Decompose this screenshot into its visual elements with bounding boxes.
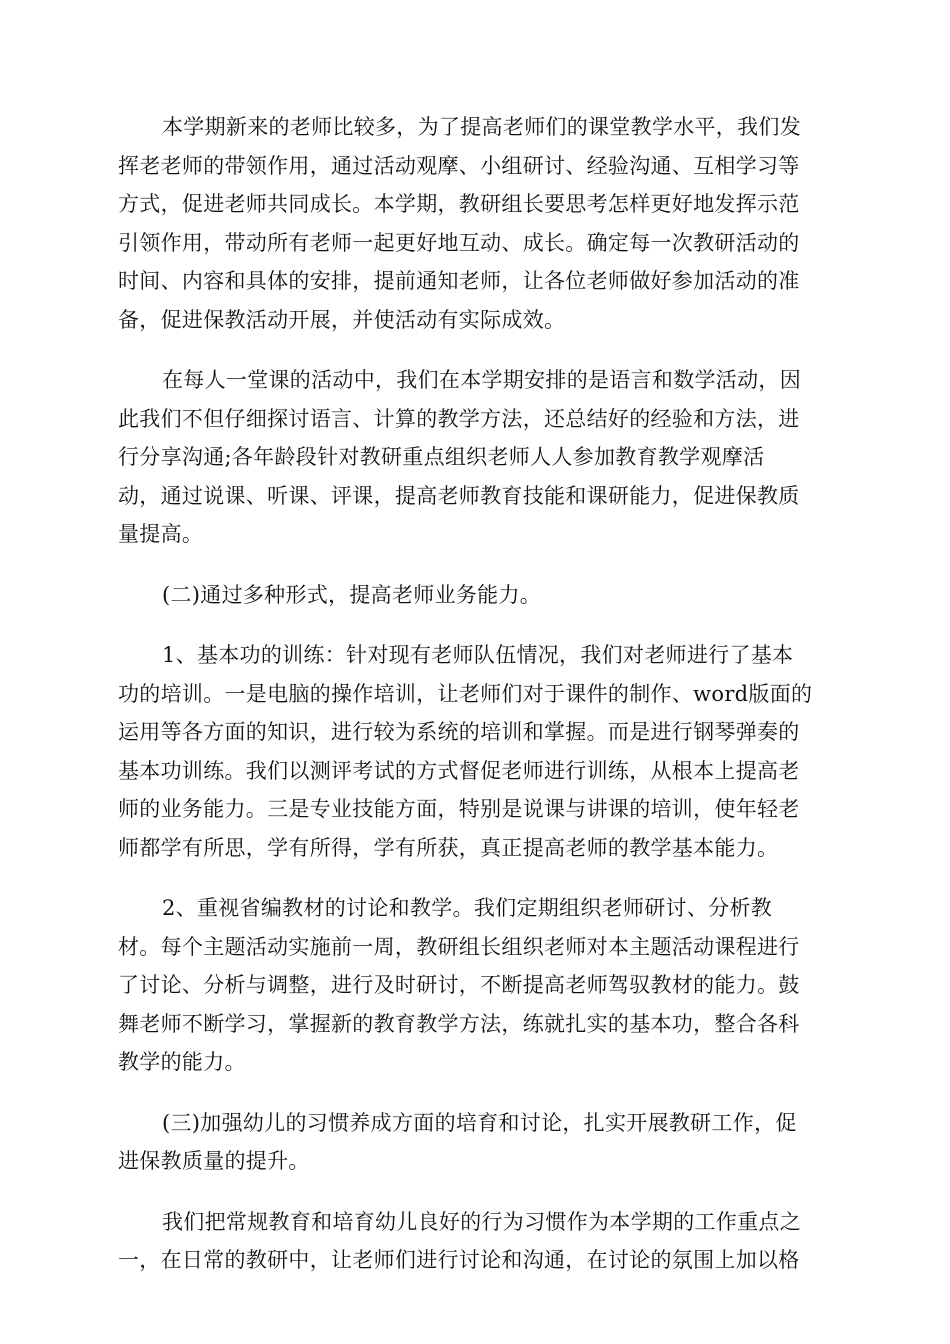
- text-line: 挥老老师的带领作用，通过活动观摩、小组研讨、经验沟通、互相学习等: [118, 153, 800, 178]
- text-line: 本学期新来的老师比较多，为了提高老师们的课堂教学水平，我们发: [162, 115, 801, 139]
- text-line: 引领作用，带动所有老师一起更好地互动、成长。确定每一次教研活动的: [118, 230, 800, 255]
- section-heading-2: [118, 576, 832, 615]
- section-heading-3: [118, 1104, 832, 1181]
- paragraph-5: [118, 1203, 832, 1280]
- text-line: 量提高。: [118, 522, 204, 546]
- text-line: 基本功训练。我们以测评考试的方式督促老师进行训练，从根本上提高老: [118, 758, 800, 783]
- paragraph-4: [118, 889, 832, 1082]
- text-line: (二)通过多种形式，提高老师业务能力。: [162, 582, 542, 607]
- paragraph-3: [118, 636, 832, 867]
- text-line: 功的培训。一是电脑的操作培训，让老师们对于课件的制作、word版面的: [118, 681, 813, 706]
- text-line: 行分享沟通;各年龄段针对教研重点组织老师人人参加教育教学观摩活: [118, 445, 765, 469]
- text-line: 我们把常规教育和培育幼儿良好的行为习惯作为本学期的工作重点之: [162, 1209, 801, 1234]
- text-line: 此我们不但仔细探讨语言、计算的教学方法，还总结好的经验和方法，进: [118, 406, 800, 431]
- text-line: 了讨论、分析与调整，进行及时研讨，不断提高老师驾驭教材的能力。鼓: [118, 973, 800, 997]
- text-line: 师的业务能力。三是专业技能方面，特别是说课与讲课的培训，使年轻老: [118, 797, 800, 821]
- text-line: 舞老师不断学习，掌握新的教育教学方法，练就扎实的基本功，整合各科: [118, 1011, 800, 1036]
- text-line: 备，促进保教活动开展，并使活动有实际成效。: [118, 307, 566, 332]
- text-line: 运用等各方面的知识，进行较为系统的培训和掌握。而是进行钢琴弹奏的: [118, 720, 800, 744]
- text-line: 在每人一堂课的活动中，我们在本学期安排的是语言和数学活动，因: [162, 368, 801, 392]
- text-line: (三)加强幼儿的习惯养成方面的培育和讨论，扎实开展教研工作，促: [162, 1110, 797, 1135]
- text-line: 动，通过说课、听课、评课，提高老师教育技能和课研能力，促进保教质: [118, 483, 800, 508]
- text-line: 进保教质量的提升。: [118, 1149, 310, 1173]
- text-line: 2、重视省编教材的讨论和教学。我们定期组织老师研讨、分析教: [162, 896, 773, 920]
- text-line: 1、基本功的训练：针对现有老师队伍情况，我们对老师进行了基本: [162, 643, 794, 667]
- text-line: 师都学有所思，学有所得，学有所获，真正提高老师的教学基本能力。: [118, 835, 779, 860]
- text-line: 教学的能力。: [118, 1050, 246, 1074]
- text-line: 方式，促进老师共同成长。本学期，教研组长要思考怎样更好地发挥示范: [118, 192, 800, 216]
- text-line: 材。每个主题活动实施前一周，教研组长组织老师对本主题活动课程进行: [118, 934, 800, 959]
- text-line: 一，在日常的教研中，让老师们进行讨论和沟通，在讨论的氛围上加以格: [118, 1248, 800, 1272]
- paragraph-1: [118, 108, 832, 339]
- paragraph-2: [118, 361, 832, 554]
- text-line: 时间、内容和具体的安排，提前通知老师，让各位老师做好参加活动的准: [118, 269, 800, 293]
